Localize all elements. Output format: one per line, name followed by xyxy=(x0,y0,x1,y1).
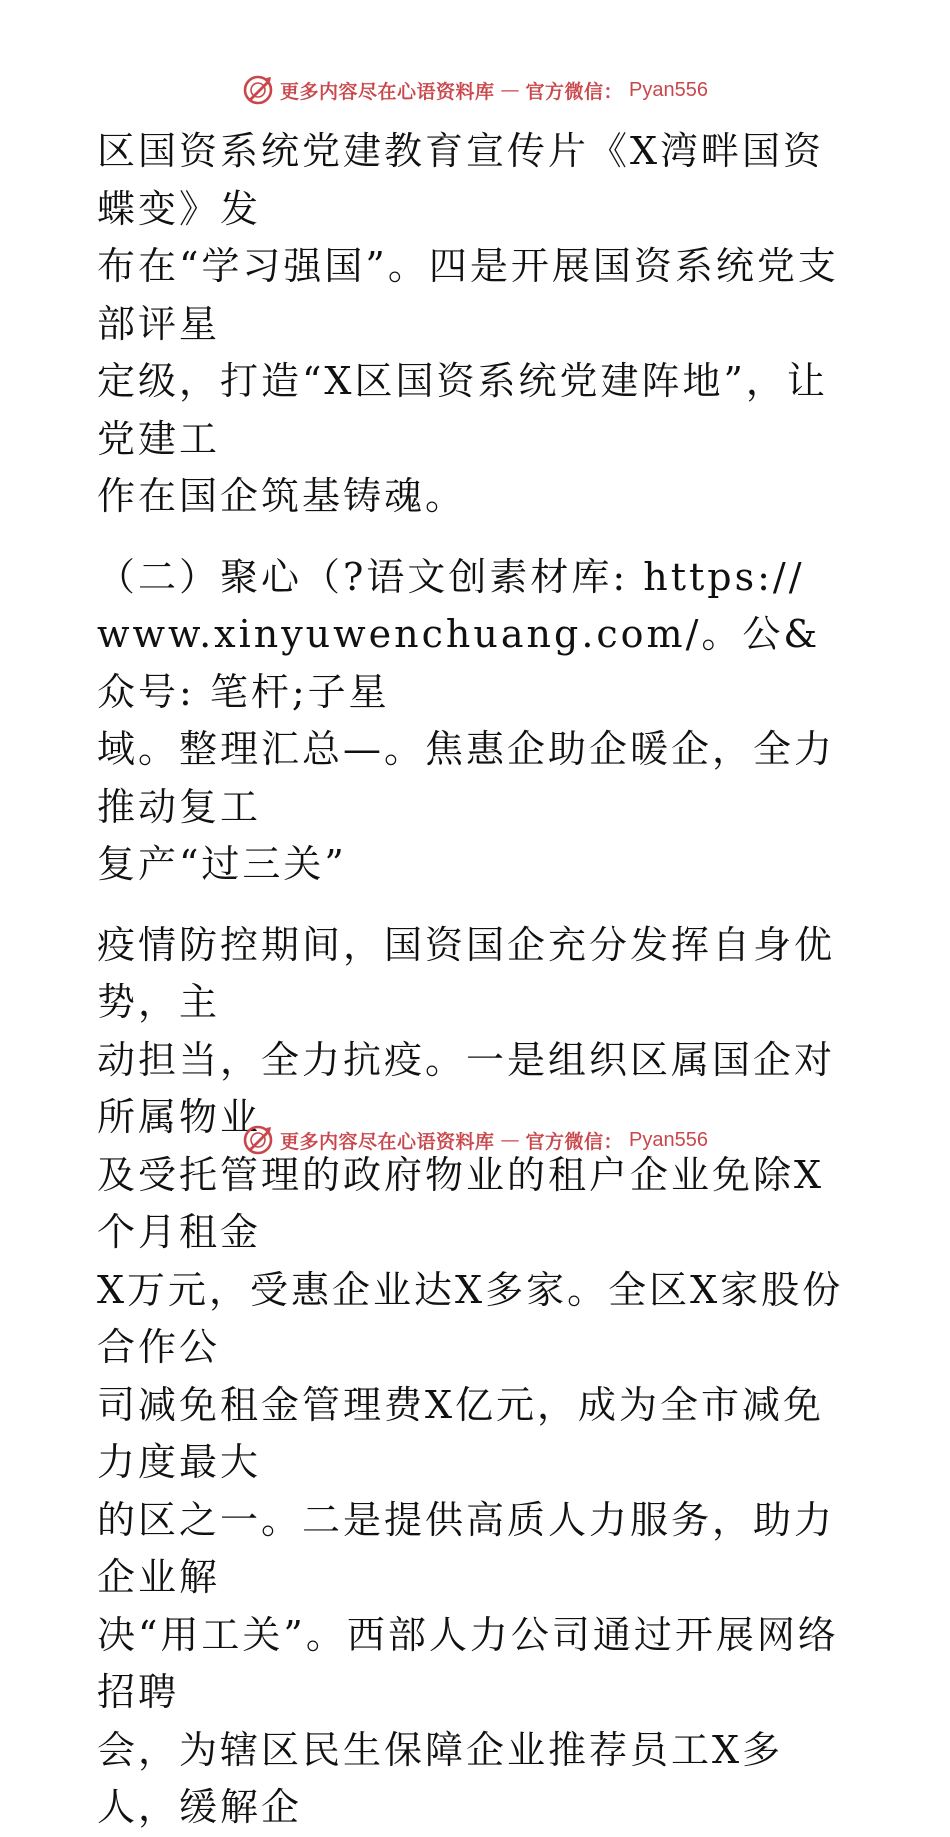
watermark-account: Pyan556 xyxy=(629,1128,708,1151)
document-body xyxy=(97,123,857,1837)
text-line: 会，为辖区民生保障企业推荐员工X多人，缓解企 xyxy=(97,1727,784,1829)
paragraph xyxy=(97,123,857,526)
watermark-site-text: 更多内容尽在心语资料库 xyxy=(280,1130,495,1153)
watermark-site-text: 更多内容尽在心语资料库 xyxy=(280,80,495,103)
text-line: 复产“过三关” xyxy=(97,842,347,886)
text-line: 域。整理汇总—。焦惠企助企暖企，全力推动复工 xyxy=(97,727,836,829)
text-line: （二）聚心（?语文创素材库: https:// xyxy=(97,554,805,599)
watermark-account: Pyan556 xyxy=(629,78,708,101)
text-line: www.xinyuwenchuang.com/。公&众号: 笔杆;子星 xyxy=(97,612,821,714)
watermark-contact-text: 官方微信： xyxy=(525,1130,624,1153)
paragraph xyxy=(97,917,857,1837)
text-line: 及受托管理的政府物业的租户企业免除X个月租金 xyxy=(97,1152,825,1254)
text-line: 区国资系统党建教育宣传片《X湾畔国资蝶变》发 xyxy=(97,129,825,231)
text-line: X万元，受惠企业达X多家。全区X家股份合作公 xyxy=(97,1267,844,1369)
footer-watermark xyxy=(0,1120,950,1160)
text-line: 疫情防控期间，国资国企充分发挥自身优势，主 xyxy=(97,922,836,1024)
text-line: 定级，打造“X区国资系统党建阵地”，让党建工 xyxy=(97,359,828,461)
watermark-separator: — xyxy=(500,79,520,101)
logo-icon xyxy=(242,1124,274,1156)
watermark-separator: — xyxy=(500,1129,520,1151)
text-line: 作在国企筑基铸魂。 xyxy=(97,474,467,518)
watermark-contact-text: 官方微信： xyxy=(525,80,624,103)
logo-icon xyxy=(242,74,274,106)
text-line: 司减免租金管理费X亿元，成为全市减免力度最大 xyxy=(97,1382,825,1484)
section-heading xyxy=(97,549,857,894)
text-line: 的区之一。二是提供高质人力服务，助力企业解 xyxy=(97,1497,836,1599)
text-line: 决“用工关”。西部人力公司通过开展网络招聘 xyxy=(97,1612,839,1714)
header-watermark xyxy=(0,70,950,110)
text-line: 布在“学习强国”。四是开展国资系统党支部评星 xyxy=(97,244,839,346)
text-line: 动担当，全力抗疫。一是组织区属国企对所属物业 xyxy=(97,1037,836,1139)
